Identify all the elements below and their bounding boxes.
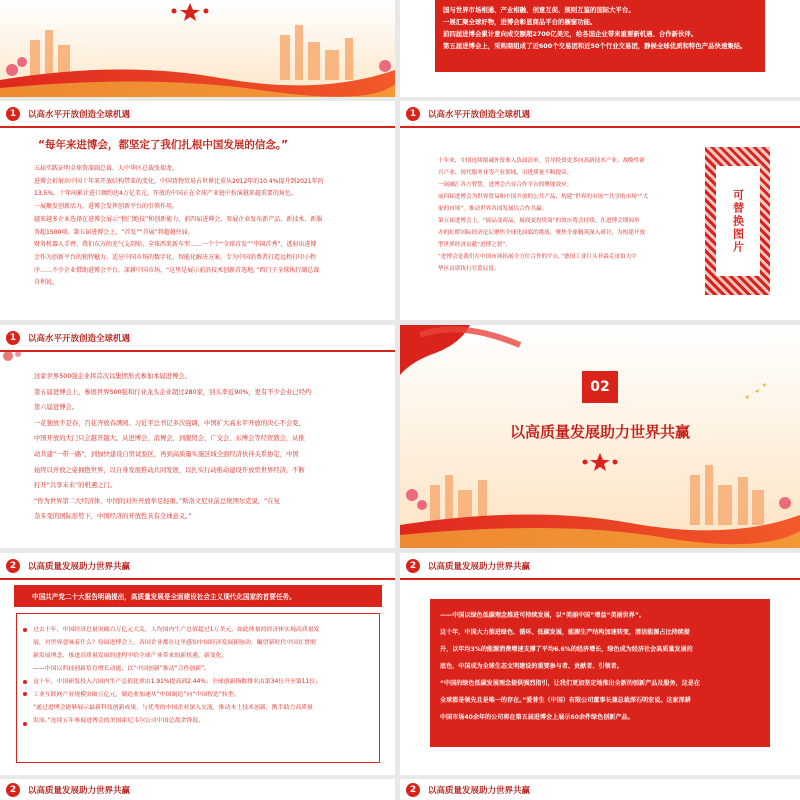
text-line: 第五届进博会上，采购商组成了近600个交易团和近50个行业交易团，静候全球优质和特色产品快速集结。: [443, 42, 747, 50]
bullet-dot: [23, 680, 27, 684]
red-text-box: [430, 599, 770, 747]
bullet-dot: [23, 722, 27, 726]
header-divider: [400, 126, 800, 128]
slide-header: [0, 325, 395, 351]
text-line: 家的市场”，推动世界各国发展以合作共赢。: [438, 206, 548, 212]
text-line: “中国的绿色低碳发展理念提供强烈指引，让我们更加坚定地推出全新的创新产品及服务，这是在: [440, 680, 700, 687]
text-line: 这十年，中国大力推进绿色、循环、低碳发展，能源生产结构加速转变，清洁能源占比持续提: [440, 629, 690, 636]
text-line: 一展聚发创新活力，进博会发挥创新平台的引领作用。: [34, 203, 179, 211]
text-line: 会作为创新平台的独特魅力。适应中国市场的数字化、智能化解决方案，专为中国消费者打造远程打印小程: [34, 253, 317, 261]
text-frame: [16, 613, 380, 763]
text-line: 第六届进博会。: [34, 404, 79, 412]
section-title: 以高质量发展助力世界共赢: [509, 423, 690, 441]
body-text: [33, 624, 377, 728]
highlight-banner: [14, 585, 382, 607]
section-number: 1: [6, 107, 20, 121]
slide-header: [400, 779, 800, 800]
section-number: 2: [6, 783, 20, 797]
text-line: 展，对世界意味着什么？每届进博会上，各国企业都在这里感知中国经济发展新脉动，瞩望新时代中国在贯彻: [33, 640, 316, 646]
slide-header: [0, 553, 395, 579]
text-line: 第五届进博会上，参展世界500强和行业龙头企业超过280家，回头率近90%，更有不少企业已经约: [34, 388, 312, 396]
text-line: 一展融汇各方智慧，进博会凸显合作平台的聚能效应。: [438, 182, 573, 188]
section-number: 2: [6, 559, 20, 573]
slide-header: [0, 101, 395, 127]
text-line: 工业互联网产业规模突破万亿元，制造业加速从“中国制造”向“中国智造”转型。: [33, 692, 240, 698]
text-line: 底色，中国成为全球生态文明建设的重要参与者、贡献者、引领者。: [440, 663, 623, 670]
section-title: 以高质量发展助力世界共赢: [28, 562, 131, 572]
text-line: 发展。”连续五年参展进博会的美国霍尼韦尔公司中国总裁余锋说。: [33, 718, 204, 724]
text-line: ——中国以科技创新培育增长动能，以“中国创新”推动“合作创新”。: [33, 666, 211, 672]
city-banner-illustration: [0, 0, 395, 97]
text-line: 这十年，中国研发投入占国内生产总值比重由1.91%提高到2.44%；全球创新指数排名由第34位升至第11位；: [33, 679, 322, 685]
text-line: 过去十年，中国经济总量突破百万亿元大关，人均国内生产总值超过1万美元。如此体量的经济体实现高质量发: [33, 627, 320, 633]
text-line: 务超1500项。第五届进博会上，“首发”“首展”将超越往届。: [34, 228, 194, 236]
text-line: 一花独放不是春，百花齐放春满园。习近平总书记多次强调，中国扩大高水平开放的决心不会变，: [34, 419, 305, 427]
text-line: 杂多变的国际形势下，中国经济的开放性具有全球意义。”: [34, 513, 192, 521]
slide-2: [400, 101, 800, 320]
placeholder-label: 可替换图片: [731, 188, 745, 254]
text-line: 财务机器人手臂、我们东方的充气支刮贴、全球西来新车型……一个个“全球首发”“中国首秀”，透射出进博: [34, 241, 317, 249]
text-line: 五届实践证明全球资深副总裁、大中华区总裁张瑞龙。: [34, 165, 179, 172]
slide-1: [0, 101, 395, 320]
slide-top-left: [0, 0, 395, 97]
text-line: 13.5%，十年间累计进口额约达4万亿美元。开放的中国正在全球产业链中扮演越来越重要的角色。: [34, 190, 297, 198]
section-number: 1: [406, 107, 420, 121]
header-divider: [0, 126, 395, 128]
slide-5: [0, 553, 395, 775]
text-line: 序……不少企业借助进博会平台，深耕中国市场。“这里是展示前沿技术创新首选地。”西门子全球执行副总裁: [34, 266, 320, 274]
section-title: 以高质量发展助力世界共赢: [28, 785, 131, 796]
text-line: 始终以开放之姿拥抱世界，以自身发展推动共同发展，以扎实行动推动建设开放型世界经济，不断: [34, 466, 305, 474]
slide-top-right: [400, 0, 800, 97]
text-line: 越来越多企业选择在进博会展示“独门绝技”和创新能力，前四届进博会，参展企业发布新产品、新技术、新服: [34, 215, 323, 223]
text-line: 这家世界500强企业将首次以集团形式参加本届进博会。: [34, 373, 191, 380]
slide-4-section-cover: [400, 325, 800, 548]
text-line: 兴产业、现代服务业等产业领域，引进质量不断提高。: [438, 170, 573, 176]
text-line: 升，以年均3%的能源消费增速支撑了平均6.6%的经济增长，绿色成为经济社会高质量发展的: [440, 646, 693, 653]
text-line: 一展汇聚全球好物，进博会彰显商品平台的橱窗功能。: [443, 18, 597, 26]
text-line: 进博会折射出中国十年来开放结构带来的变化。中国货物贸易占世界比重从2012年的10.4%提升到2021年的: [34, 177, 324, 185]
header-divider: [400, 578, 800, 580]
banner-text: 中国共产党二十大报告明确提出，高质量发展是全面建设社会主义现代化国家的首要任务。: [32, 593, 296, 601]
header-divider: [0, 350, 395, 352]
text-line: 中国市场40余年的公司将在第五届进博会上展示60余件绿色创新产品。: [440, 714, 634, 721]
section-title: 以高水平开放创造全球机遇: [428, 110, 531, 120]
section-title: 以高水平开放创造全球机遇: [28, 110, 131, 120]
slide-8: [400, 779, 800, 800]
text-line: “通过进博会能够展示最新科技创新成果，与优秀的中国企业深入交流，推动本土技术创新，携手助力高质量: [33, 705, 313, 711]
text-line: ——中国以绿色低碳理念推进可持续发展，以“美丽中国”增益“美丽世界”。: [440, 612, 645, 619]
slide-6: [400, 553, 800, 775]
text-line: 中国开放的大门只会越开越大。从进博会、消博会，到服贸会、广交会、东博会等经贸盛会，从推: [34, 435, 305, 443]
text-line: 动共建“一带一路”，到加快建设自贸试验区，再到高质量实施区域全面经济伙伴关系协定，中国: [34, 450, 299, 458]
body-text: [438, 155, 688, 275]
header-divider: [0, 578, 395, 580]
section-title: 以高质量发展助力世界共赢: [428, 785, 531, 796]
bullet-dot: [23, 628, 27, 632]
section-number: 2: [406, 559, 420, 573]
section-number: 2: [406, 783, 420, 797]
text-line: 国与世界市场相通、产业相融、创意互促、规则互鉴的国际大平台。: [443, 6, 635, 14]
image-placeholder: [705, 147, 770, 295]
text-line: 办的虹桥国际经济论坛聚焦全球化面临的挑战，聚焦全球精英深入研讨，为构建开放: [438, 230, 645, 236]
placeholder-inner: [716, 166, 760, 276]
text-line: 十年来，中国连续缩减外资准入负面清单，引导投资更多向高新技术产业、战略性新: [438, 158, 645, 164]
text-line: 前四届进博会为世界贸易和中国开放的公共产品，构建“世界的市场”“共享的市场”“大: [438, 194, 649, 200]
slide-header: [400, 101, 800, 127]
text-line: 前四届进博会累计意向成交额超2700亿美元，给各国企业带来重要新机遇、合作新伙伴。: [443, 30, 698, 38]
text-line: 全球都是领先且是唯一的存在。”爱普生（中国）有限公司董事长兼总裁深石明宏说。这家深耕: [440, 697, 691, 704]
slide-header: [0, 779, 395, 800]
section-title: 以高水平开放创造全球机遇: [28, 334, 131, 344]
quote-headline: “每年来进博会，都坚定了我们扎根中国发展的信念。”: [38, 139, 289, 151]
text-line: 打开“共享未来”的机遇之门。: [34, 482, 117, 490]
slide-3: [0, 325, 395, 548]
body-text: [34, 163, 374, 290]
section-number: 1: [6, 331, 20, 345]
text-line: 型世界经济贡献“进博之智”。: [438, 242, 511, 248]
section-title: 以高质量发展助力世界共赢: [428, 562, 531, 572]
text-line: “作为世界第二大经济体，中国的对外开放举足轻重。”斯洛文尼亚前总统图尔克说，“在复: [34, 497, 280, 505]
text-line: 肯利说。: [34, 279, 59, 287]
red-text-box: [435, 0, 765, 72]
text-line: 第五届进博会上，“展品变商品，展商变投资商”的效应将会持续，在进博会期间举: [438, 218, 640, 224]
text-line: 华区首席执行官葛辰说。: [438, 266, 500, 272]
text-line: “进博会是我们在中国市场拓展全方位合作的平台。”德国工业巨头菲森克虏伯大中: [438, 254, 637, 260]
slide-7: [0, 779, 395, 800]
body-text: [34, 369, 379, 525]
text-line: 新发展理念、推进高质量发展的进程中给全球产业带来的新机遇、新变化。: [33, 653, 228, 659]
section-number-box: 02: [582, 371, 618, 403]
slide-header: [400, 553, 800, 579]
bullet-dot: [23, 692, 27, 696]
